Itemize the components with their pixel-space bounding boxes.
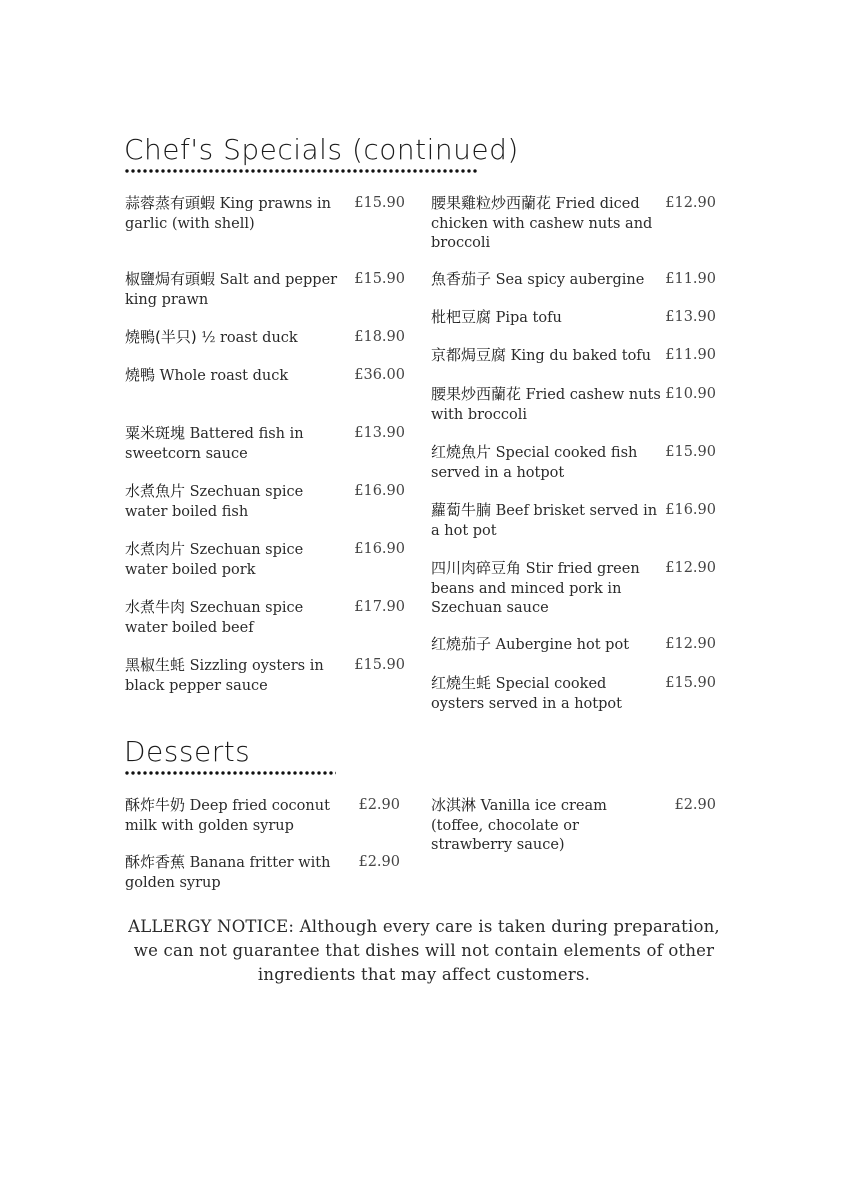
menu-item xyxy=(431,559,716,619)
menu-item-description xyxy=(125,796,340,836)
menu-item-description xyxy=(431,270,663,291)
menu-item-chinese-name: 水煮牛肉 xyxy=(125,598,186,616)
menu-item xyxy=(431,635,716,656)
menu-item xyxy=(125,540,405,580)
menu-item-price: £2.90 xyxy=(358,797,400,813)
menu-item-price: £12.90 xyxy=(665,636,716,652)
menu-item-chinese-name: 黑椒生蚝 xyxy=(125,656,186,674)
title-dotted-underline xyxy=(124,169,478,173)
menu-item-price: £16.90 xyxy=(354,541,405,557)
menu-item-chinese-name: 燒鴨 xyxy=(125,366,156,384)
menu-item-english-name: Fried diced chicken with cashew nuts and broccoli xyxy=(431,196,653,251)
menu-item-english-name: Szechuan spice water boiled beef xyxy=(125,600,304,636)
menu-item-price: £18.90 xyxy=(354,329,405,345)
menu-item-price: £15.90 xyxy=(665,444,716,460)
menu-item-price: £2.90 xyxy=(674,797,716,813)
menu-item-description xyxy=(125,366,345,387)
menu-item-english-name: Vanilla ice cream (toffee, chocolate or strawberry sauce) xyxy=(431,798,607,853)
menu-item-price: £36.00 xyxy=(354,367,405,383)
menu-item-price: £11.90 xyxy=(665,271,716,287)
menu-item xyxy=(125,598,405,638)
menu-item-description xyxy=(125,194,345,234)
menu-item xyxy=(125,656,405,696)
menu-item-english-name: Szechuan spice water boiled pork xyxy=(125,542,304,578)
menu-item-chinese-name: 燒鴨(半只) xyxy=(125,328,197,346)
menu-item-chinese-name: 酥炸牛奶 xyxy=(125,796,186,814)
menu-item xyxy=(431,308,716,329)
menu-item-english-name: Salt and pepper king prawn xyxy=(125,272,338,308)
chefs-specials-title: Chef's Specials (continued) xyxy=(124,133,519,166)
menu-item-description xyxy=(125,853,340,893)
menu-item-english-name: King du baked tofu xyxy=(510,348,652,364)
menu-item-english-name: Fried cashew nuts with broccoli xyxy=(431,387,661,423)
title-dotted-underline xyxy=(124,771,336,775)
menu-item-chinese-name: 京都焗豆腐 xyxy=(431,346,507,364)
menu-item xyxy=(125,270,405,310)
menu-item xyxy=(431,194,716,254)
menu-item-price: £16.90 xyxy=(665,502,716,518)
menu-item-english-name: Aubergine hot pot xyxy=(495,637,630,653)
menu-item xyxy=(431,796,716,856)
menu-item-description xyxy=(431,635,663,656)
menu-item-english-name: Stir fried green beans and minced pork in Szechuan sauce xyxy=(431,561,640,616)
menu-item-description xyxy=(431,674,663,714)
menu-item-chinese-name: 红燒茄子 xyxy=(431,635,492,653)
menu-item-english-name: King prawns in garlic (with shell) xyxy=(125,196,331,232)
menu-item xyxy=(125,853,400,893)
menu-item-english-name: Battered fish in sweetcorn sauce xyxy=(125,426,304,462)
menu-item xyxy=(431,346,716,367)
menu-item xyxy=(431,443,716,483)
menu-item-english-name: Sizzling oysters in black pepper sauce xyxy=(125,658,324,694)
menu-item-description xyxy=(125,482,345,522)
menu-item-description xyxy=(125,598,345,638)
menu-item-description xyxy=(431,501,663,541)
menu-item-description xyxy=(431,194,663,254)
menu-item-description xyxy=(431,559,663,619)
menu-item-chinese-name: 腰果炒西蘭花 xyxy=(431,385,522,403)
menu-item xyxy=(431,674,716,714)
menu-item-price: £12.90 xyxy=(665,560,716,576)
menu-item xyxy=(431,385,716,425)
menu-item-english-name: Whole roast duck xyxy=(159,368,289,384)
menu-item-description xyxy=(125,424,345,464)
menu-item-description xyxy=(431,346,663,367)
menu-item-price: £15.90 xyxy=(665,675,716,691)
menu-item-price: £11.90 xyxy=(665,347,716,363)
menu-item-chinese-name: 枇杷豆腐 xyxy=(431,308,492,326)
menu-item-chinese-name: 蘿蔔牛腩 xyxy=(431,501,492,519)
menu-item-chinese-name: 魚香茄子 xyxy=(431,270,492,288)
menu-item-chinese-name: 冰淇淋 xyxy=(431,796,477,814)
menu-item xyxy=(125,482,405,522)
menu-item xyxy=(431,501,716,541)
menu-item xyxy=(125,796,400,836)
menu-item-price: £12.90 xyxy=(665,195,716,211)
menu-item-chinese-name: 水煮魚片 xyxy=(125,482,186,500)
menu-item-chinese-name: 四川肉碎豆角 xyxy=(431,559,522,577)
allergy-notice: ALLERGY NOTICE: Although every care is taken during preparation, we can not guarantee that dishes will not contain elements of other ingredients that may affect customers. xyxy=(128,917,720,984)
menu-item-price: £2.90 xyxy=(358,854,400,870)
menu-item xyxy=(125,424,405,464)
menu-item-chinese-name: 红燒魚片 xyxy=(431,443,492,461)
menu-item-english-name: Special cooked oysters served in a hotpot xyxy=(431,676,622,712)
menu-item-price: £15.90 xyxy=(354,195,405,211)
menu-item-price: £10.90 xyxy=(665,386,716,402)
menu-item-english-name: Deep fried coconut milk with golden syrup xyxy=(125,798,330,834)
desserts-title: Desserts xyxy=(124,735,251,768)
menu-item-price: £15.90 xyxy=(354,271,405,287)
menu-item-chinese-name: 红燒生蚝 xyxy=(431,674,492,692)
menu-item-chinese-name: 粟米斑塊 xyxy=(125,424,186,442)
menu-item-english-name: Pipa tofu xyxy=(495,310,562,326)
menu-item-description xyxy=(125,270,345,310)
menu-item-price: £17.90 xyxy=(354,599,405,615)
menu-item-chinese-name: 腰果雞粒炒西蘭花 xyxy=(431,194,552,212)
menu-item-description xyxy=(431,443,663,483)
menu-item xyxy=(431,270,716,291)
menu-item-description xyxy=(125,328,345,349)
menu-item-description xyxy=(431,308,663,329)
menu-item-english-name: ½ roast duck xyxy=(201,330,298,346)
menu-item-english-name: Szechuan spice water boiled fish xyxy=(125,484,304,520)
menu-item-chinese-name: 椒鹽焗有頭蝦 xyxy=(125,270,216,288)
menu-item-chinese-name: 水煮肉片 xyxy=(125,540,186,558)
menu-item-english-name: Special cooked fish served in a hotpot xyxy=(431,445,638,481)
menu-item-description xyxy=(431,385,663,425)
menu-item xyxy=(125,366,405,387)
menu-item-chinese-name: 蒜蓉蒸有頭蝦 xyxy=(125,194,216,212)
menu-item-english-name: Beef brisket served in a hot pot xyxy=(431,503,658,539)
menu-item-english-name: Banana fritter with golden syrup xyxy=(125,855,331,891)
menu-item-price: £16.90 xyxy=(354,483,405,499)
menu-item-description xyxy=(125,656,345,696)
menu-item-price: £15.90 xyxy=(354,657,405,673)
menu-item-english-name: Sea spicy aubergine xyxy=(495,272,645,288)
menu-item-description xyxy=(431,796,663,856)
menu-item-price: £13.90 xyxy=(665,309,716,325)
menu-item-chinese-name: 酥炸香蕉 xyxy=(125,853,186,871)
menu-item-price: £13.90 xyxy=(354,425,405,441)
menu-item xyxy=(125,328,405,349)
menu-item xyxy=(125,194,405,234)
menu-item-description xyxy=(125,540,345,580)
